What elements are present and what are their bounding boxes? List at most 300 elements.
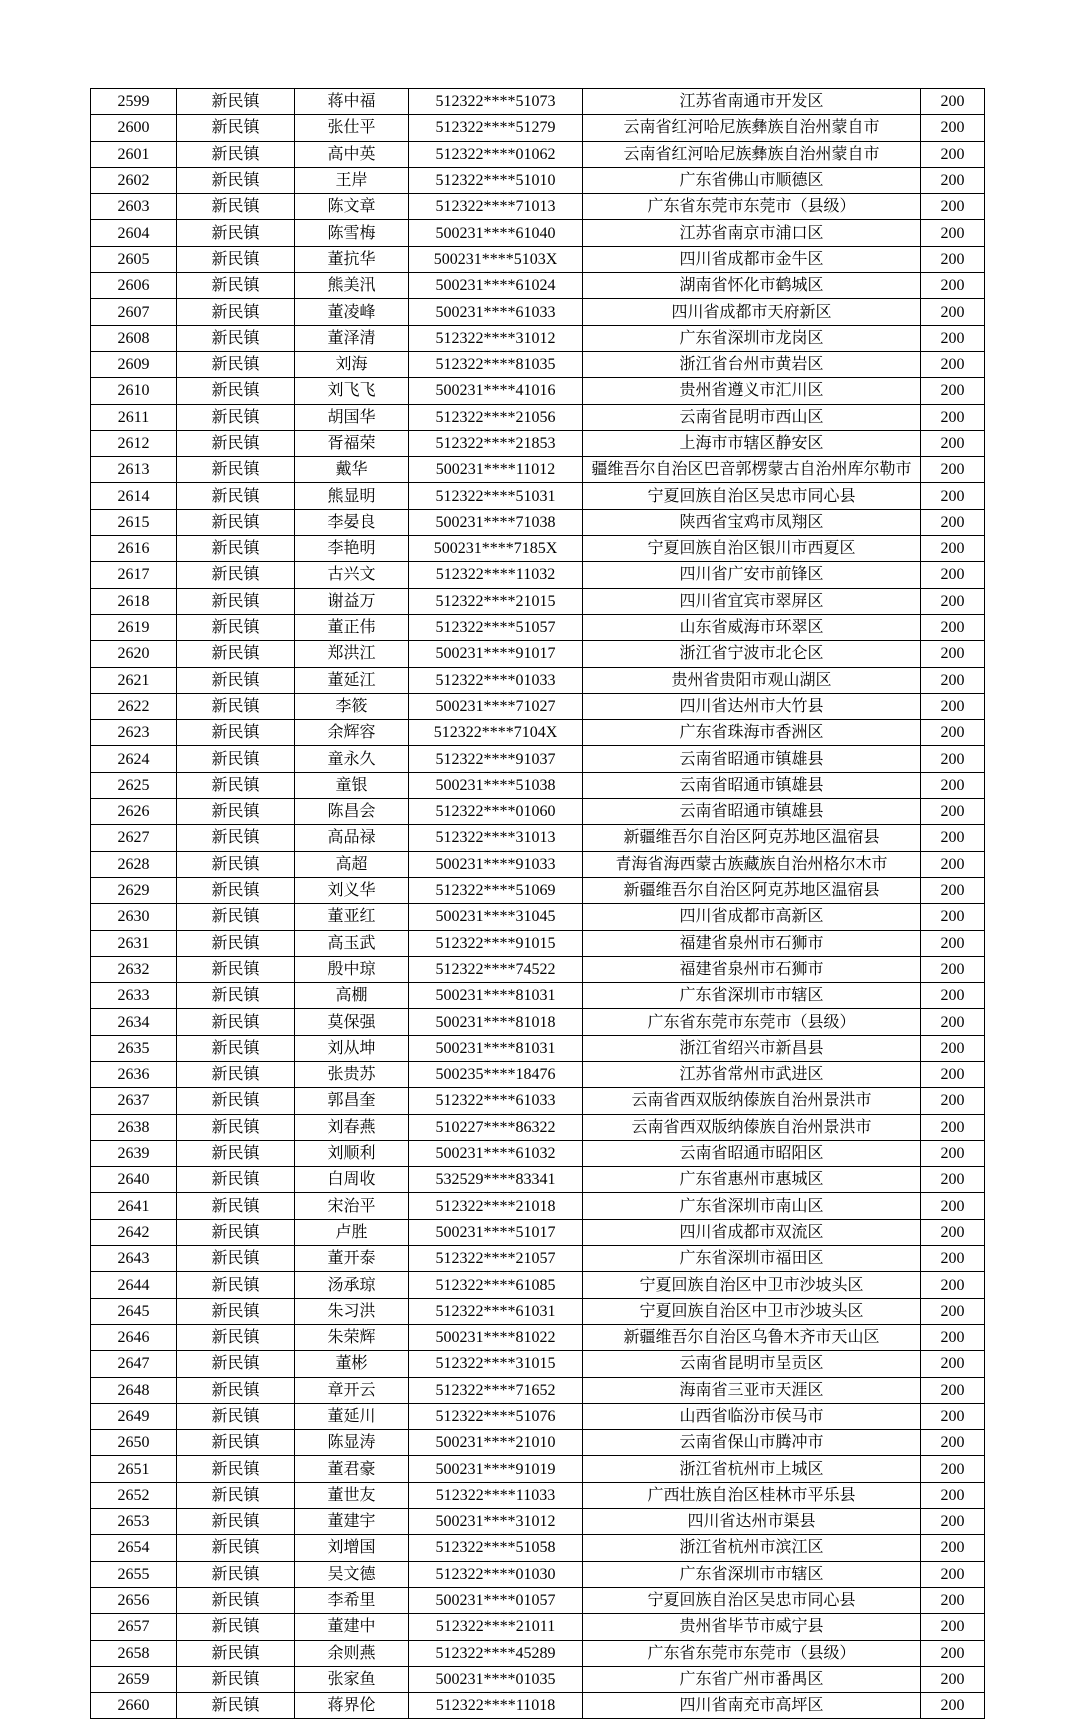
cell-name: 童银 xyxy=(295,772,409,798)
cell-town: 新民镇 xyxy=(177,1666,295,1692)
cell-town: 新民镇 xyxy=(177,1193,295,1219)
cell-id-number: 512322****11018 xyxy=(409,1693,583,1719)
cell-index: 2599 xyxy=(91,89,177,115)
cell-name: 董延江 xyxy=(295,667,409,693)
cell-index: 2639 xyxy=(91,1140,177,1166)
cell-address: 江苏省南京市浦口区 xyxy=(583,220,921,246)
cell-address: 四川省成都市天府新区 xyxy=(583,299,921,325)
cell-address: 广东省深圳市市辖区 xyxy=(583,983,921,1009)
cell-address: 宁夏回族自治区银川市西夏区 xyxy=(583,536,921,562)
cell-id-number: 500231****61032 xyxy=(409,1140,583,1166)
table-row xyxy=(91,1088,985,1114)
cell-id-number: 500231****21010 xyxy=(409,1430,583,1456)
cell-amount: 200 xyxy=(921,1535,985,1561)
cell-town: 新民镇 xyxy=(177,904,295,930)
table-row xyxy=(91,404,985,430)
cell-town: 新民镇 xyxy=(177,404,295,430)
cell-id-number: 500231****81031 xyxy=(409,983,583,1009)
cell-address: 广东省东莞市东莞市（县级） xyxy=(583,1009,921,1035)
table-row xyxy=(91,1482,985,1508)
cell-index: 2605 xyxy=(91,246,177,272)
cell-address: 湖南省怀化市鹤城区 xyxy=(583,273,921,299)
cell-town: 新民镇 xyxy=(177,1009,295,1035)
cell-amount: 200 xyxy=(921,746,985,772)
table-row xyxy=(91,1351,985,1377)
table-row xyxy=(91,667,985,693)
cell-address: 云南省西双版纳傣族自治州景洪市 xyxy=(583,1088,921,1114)
cell-name: 刘顺利 xyxy=(295,1140,409,1166)
cell-id-number: 512322****21011 xyxy=(409,1614,583,1640)
cell-id-number: 512322****71652 xyxy=(409,1377,583,1403)
table-row xyxy=(91,273,985,299)
cell-amount: 200 xyxy=(921,273,985,299)
cell-town: 新民镇 xyxy=(177,1587,295,1613)
cell-town: 新民镇 xyxy=(177,299,295,325)
cell-id-number: 512322****21056 xyxy=(409,404,583,430)
cell-amount: 200 xyxy=(921,1272,985,1298)
cell-amount: 200 xyxy=(921,457,985,483)
cell-id-number: 512322****31015 xyxy=(409,1351,583,1377)
cell-amount: 200 xyxy=(921,1061,985,1087)
cell-address: 广东省东莞市东莞市（县级） xyxy=(583,1640,921,1666)
cell-name: 董彬 xyxy=(295,1351,409,1377)
cell-index: 2642 xyxy=(91,1219,177,1245)
cell-town: 新民镇 xyxy=(177,273,295,299)
table-row xyxy=(91,430,985,456)
cell-town: 新民镇 xyxy=(177,877,295,903)
cell-amount: 200 xyxy=(921,956,985,982)
cell-address: 山西省临汾市侯马市 xyxy=(583,1403,921,1429)
cell-address: 海南省三亚市天涯区 xyxy=(583,1377,921,1403)
cell-index: 2615 xyxy=(91,509,177,535)
cell-index: 2645 xyxy=(91,1298,177,1324)
cell-town: 新民镇 xyxy=(177,1088,295,1114)
cell-town: 新民镇 xyxy=(177,1272,295,1298)
cell-id-number: 512322****7104X xyxy=(409,720,583,746)
cell-id-number: 500231****01057 xyxy=(409,1587,583,1613)
cell-town: 新民镇 xyxy=(177,351,295,377)
table-row xyxy=(91,509,985,535)
cell-index: 2623 xyxy=(91,720,177,746)
cell-index: 2607 xyxy=(91,299,177,325)
cell-index: 2619 xyxy=(91,614,177,640)
cell-town: 新民镇 xyxy=(177,851,295,877)
cell-id-number: 512322****51069 xyxy=(409,877,583,903)
cell-amount: 200 xyxy=(921,930,985,956)
cell-id-number: 500231****31012 xyxy=(409,1509,583,1535)
cell-name: 胥福荣 xyxy=(295,430,409,456)
cell-name: 董开泰 xyxy=(295,1246,409,1272)
cell-id-number: 500231****11012 xyxy=(409,457,583,483)
cell-amount: 200 xyxy=(921,562,985,588)
cell-town: 新民镇 xyxy=(177,1509,295,1535)
cell-address: 广东省佛山市顺德区 xyxy=(583,167,921,193)
cell-id-number: 512322****71013 xyxy=(409,194,583,220)
cell-index: 2627 xyxy=(91,825,177,851)
cell-name: 郭昌奎 xyxy=(295,1088,409,1114)
cell-amount: 200 xyxy=(921,1298,985,1324)
cell-address: 新疆维吾尔自治区阿克苏地区温宿县 xyxy=(583,877,921,903)
cell-address: 浙江省台州市黄岩区 xyxy=(583,351,921,377)
cell-id-number: 500231****5103X xyxy=(409,246,583,272)
cell-amount: 200 xyxy=(921,246,985,272)
cell-name: 董建宇 xyxy=(295,1509,409,1535)
table-row xyxy=(91,825,985,851)
cell-town: 新民镇 xyxy=(177,1061,295,1087)
table-row xyxy=(91,772,985,798)
cell-name: 余则燕 xyxy=(295,1640,409,1666)
cell-address: 四川省达州市大竹县 xyxy=(583,693,921,719)
cell-name: 刘海 xyxy=(295,351,409,377)
cell-town: 新民镇 xyxy=(177,1430,295,1456)
cell-address: 广东省深圳市龙岗区 xyxy=(583,325,921,351)
cell-address: 山东省威海市环翠区 xyxy=(583,614,921,640)
cell-name: 熊美汛 xyxy=(295,273,409,299)
cell-index: 2656 xyxy=(91,1587,177,1613)
cell-address: 广东省珠海市香洲区 xyxy=(583,720,921,746)
cell-amount: 200 xyxy=(921,693,985,719)
cell-amount: 200 xyxy=(921,983,985,1009)
cell-town: 新民镇 xyxy=(177,720,295,746)
cell-index: 2609 xyxy=(91,351,177,377)
cell-amount: 200 xyxy=(921,1377,985,1403)
cell-town: 新民镇 xyxy=(177,89,295,115)
cell-name: 李希里 xyxy=(295,1587,409,1613)
cell-amount: 200 xyxy=(921,509,985,535)
cell-index: 2610 xyxy=(91,378,177,404)
cell-town: 新民镇 xyxy=(177,141,295,167)
cell-id-number: 512322****11033 xyxy=(409,1482,583,1508)
cell-address: 青海省海西蒙古族藏族自治州格尔木市 xyxy=(583,851,921,877)
cell-index: 2612 xyxy=(91,430,177,456)
cell-name: 陈显涛 xyxy=(295,1430,409,1456)
cell-address: 四川省广安市前锋区 xyxy=(583,562,921,588)
cell-index: 2604 xyxy=(91,220,177,246)
cell-town: 新民镇 xyxy=(177,746,295,772)
table-row xyxy=(91,588,985,614)
cell-amount: 200 xyxy=(921,1009,985,1035)
cell-town: 新民镇 xyxy=(177,1246,295,1272)
cell-address: 贵州省遵义市汇川区 xyxy=(583,378,921,404)
cell-amount: 200 xyxy=(921,1693,985,1719)
cell-amount: 200 xyxy=(921,641,985,667)
cell-id-number: 512322****45289 xyxy=(409,1640,583,1666)
cell-name: 谢益万 xyxy=(295,588,409,614)
cell-address: 云南省保山市腾冲市 xyxy=(583,1430,921,1456)
cell-name: 张贵苏 xyxy=(295,1061,409,1087)
cell-index: 2629 xyxy=(91,877,177,903)
cell-town: 新民镇 xyxy=(177,1114,295,1140)
table-row xyxy=(91,457,985,483)
cell-address: 宁夏回族自治区中卫市沙坡头区 xyxy=(583,1298,921,1324)
table-row xyxy=(91,194,985,220)
cell-town: 新民镇 xyxy=(177,1219,295,1245)
cell-name: 胡国华 xyxy=(295,404,409,430)
table-row xyxy=(91,1272,985,1298)
cell-index: 2649 xyxy=(91,1403,177,1429)
cell-address: 浙江省杭州市滨江区 xyxy=(583,1535,921,1561)
cell-name: 董君豪 xyxy=(295,1456,409,1482)
cell-address: 广东省深圳市市辖区 xyxy=(583,1561,921,1587)
cell-amount: 200 xyxy=(921,1561,985,1587)
cell-id-number: 500231****81018 xyxy=(409,1009,583,1035)
cell-address: 福建省泉州市石狮市 xyxy=(583,956,921,982)
table-row xyxy=(91,1666,985,1692)
cell-amount: 200 xyxy=(921,430,985,456)
cell-address: 新疆维吾尔自治区阿克苏地区温宿县 xyxy=(583,825,921,851)
cell-name: 郑洪江 xyxy=(295,641,409,667)
table-row xyxy=(91,141,985,167)
table-row xyxy=(91,1430,985,1456)
table-row xyxy=(91,614,985,640)
table-row xyxy=(91,1403,985,1429)
cell-town: 新民镇 xyxy=(177,983,295,1009)
cell-id-number: 500231****61040 xyxy=(409,220,583,246)
cell-name: 刘义华 xyxy=(295,877,409,903)
table-row xyxy=(91,1114,985,1140)
table-row xyxy=(91,693,985,719)
cell-town: 新民镇 xyxy=(177,641,295,667)
cell-town: 新民镇 xyxy=(177,693,295,719)
cell-name: 陈昌会 xyxy=(295,799,409,825)
cell-address: 陕西省宝鸡市凤翔区 xyxy=(583,509,921,535)
cell-index: 2618 xyxy=(91,588,177,614)
cell-index: 2630 xyxy=(91,904,177,930)
cell-id-number: 512322****31013 xyxy=(409,825,583,851)
cell-amount: 200 xyxy=(921,825,985,851)
cell-id-number: 500231****91017 xyxy=(409,641,583,667)
cell-town: 新民镇 xyxy=(177,536,295,562)
cell-amount: 200 xyxy=(921,772,985,798)
cell-index: 2628 xyxy=(91,851,177,877)
cell-town: 新民镇 xyxy=(177,1140,295,1166)
cell-amount: 200 xyxy=(921,483,985,509)
cell-amount: 200 xyxy=(921,1666,985,1692)
table-row xyxy=(91,799,985,825)
cell-amount: 200 xyxy=(921,404,985,430)
cell-name: 董泽清 xyxy=(295,325,409,351)
cell-name: 莫保强 xyxy=(295,1009,409,1035)
cell-town: 新民镇 xyxy=(177,115,295,141)
cell-town: 新民镇 xyxy=(177,1324,295,1350)
cell-index: 2648 xyxy=(91,1377,177,1403)
cell-id-number: 500231****01035 xyxy=(409,1666,583,1692)
cell-town: 新民镇 xyxy=(177,1403,295,1429)
cell-town: 新民镇 xyxy=(177,1456,295,1482)
cell-index: 2636 xyxy=(91,1061,177,1087)
cell-index: 2652 xyxy=(91,1482,177,1508)
cell-index: 2659 xyxy=(91,1666,177,1692)
cell-index: 2611 xyxy=(91,404,177,430)
cell-amount: 200 xyxy=(921,325,985,351)
cell-id-number: 512322****51010 xyxy=(409,167,583,193)
table-row xyxy=(91,746,985,772)
cell-id-number: 512322****51057 xyxy=(409,614,583,640)
cell-name: 蒋中福 xyxy=(295,89,409,115)
cell-amount: 200 xyxy=(921,141,985,167)
cell-index: 2657 xyxy=(91,1614,177,1640)
cell-name: 董延川 xyxy=(295,1403,409,1429)
cell-id-number: 500231****51038 xyxy=(409,772,583,798)
cell-id-number: 532529****83341 xyxy=(409,1167,583,1193)
cell-name: 张仕平 xyxy=(295,115,409,141)
cell-index: 2653 xyxy=(91,1509,177,1535)
cell-amount: 200 xyxy=(921,1482,985,1508)
cell-index: 2602 xyxy=(91,167,177,193)
cell-address: 宁夏回族自治区吴忠市同心县 xyxy=(583,1587,921,1613)
cell-town: 新民镇 xyxy=(177,220,295,246)
cell-amount: 200 xyxy=(921,220,985,246)
cell-index: 2624 xyxy=(91,746,177,772)
cell-address: 云南省昭通市镇雄县 xyxy=(583,746,921,772)
cell-index: 2631 xyxy=(91,930,177,956)
cell-amount: 200 xyxy=(921,1324,985,1350)
subsidy-recipients-table xyxy=(90,88,985,1719)
cell-address: 江苏省南通市开发区 xyxy=(583,89,921,115)
cell-address: 广东省广州市番禺区 xyxy=(583,1666,921,1692)
cell-name: 李筱 xyxy=(295,693,409,719)
cell-id-number: 512322****51058 xyxy=(409,1535,583,1561)
table-row xyxy=(91,904,985,930)
cell-town: 新民镇 xyxy=(177,430,295,456)
cell-amount: 200 xyxy=(921,1246,985,1272)
cell-id-number: 500231****31045 xyxy=(409,904,583,930)
cell-address: 云南省红河哈尼族彝族自治州蒙自市 xyxy=(583,115,921,141)
table-row xyxy=(91,483,985,509)
table-row xyxy=(91,1377,985,1403)
cell-town: 新民镇 xyxy=(177,825,295,851)
cell-amount: 200 xyxy=(921,1430,985,1456)
cell-id-number: 512322****31012 xyxy=(409,325,583,351)
cell-index: 2635 xyxy=(91,1035,177,1061)
cell-name: 张家鱼 xyxy=(295,1666,409,1692)
cell-town: 新民镇 xyxy=(177,930,295,956)
cell-name: 高品禄 xyxy=(295,825,409,851)
cell-name: 董抗华 xyxy=(295,246,409,272)
table-row xyxy=(91,851,985,877)
cell-town: 新民镇 xyxy=(177,1561,295,1587)
table-body xyxy=(91,89,985,1719)
cell-amount: 200 xyxy=(921,1640,985,1666)
cell-name: 陈雪梅 xyxy=(295,220,409,246)
table-row xyxy=(91,1509,985,1535)
cell-name: 董世友 xyxy=(295,1482,409,1508)
cell-name: 章开云 xyxy=(295,1377,409,1403)
cell-amount: 200 xyxy=(921,614,985,640)
cell-id-number: 512322****61031 xyxy=(409,1298,583,1324)
cell-id-number: 512322****01062 xyxy=(409,141,583,167)
cell-town: 新民镇 xyxy=(177,614,295,640)
cell-address: 疆维吾尔自治区巴音郭楞蒙古自治州库尔勒市 xyxy=(583,457,921,483)
cell-index: 2622 xyxy=(91,693,177,719)
cell-address: 云南省西双版纳傣族自治州景洪市 xyxy=(583,1114,921,1140)
cell-name: 刘从坤 xyxy=(295,1035,409,1061)
cell-id-number: 512322****51076 xyxy=(409,1403,583,1429)
cell-name: 朱习洪 xyxy=(295,1298,409,1324)
cell-name: 陈文章 xyxy=(295,194,409,220)
cell-id-number: 512322****74522 xyxy=(409,956,583,982)
table-row xyxy=(91,351,985,377)
table-row xyxy=(91,1140,985,1166)
cell-index: 2660 xyxy=(91,1693,177,1719)
table-row xyxy=(91,720,985,746)
cell-town: 新民镇 xyxy=(177,956,295,982)
cell-address: 宁夏回族自治区吴忠市同心县 xyxy=(583,483,921,509)
cell-name: 高超 xyxy=(295,851,409,877)
cell-index: 2658 xyxy=(91,1640,177,1666)
cell-address: 云南省昆明市西山区 xyxy=(583,404,921,430)
cell-name: 李晏良 xyxy=(295,509,409,535)
cell-town: 新民镇 xyxy=(177,1535,295,1561)
table-row xyxy=(91,1061,985,1087)
table-row xyxy=(91,641,985,667)
table-row xyxy=(91,1035,985,1061)
cell-name: 童永久 xyxy=(295,746,409,772)
cell-town: 新民镇 xyxy=(177,325,295,351)
cell-address: 新疆维吾尔自治区乌鲁木齐市天山区 xyxy=(583,1324,921,1350)
cell-address: 四川省宜宾市翠屏区 xyxy=(583,588,921,614)
cell-id-number: 500231****51017 xyxy=(409,1219,583,1245)
cell-amount: 200 xyxy=(921,1456,985,1482)
cell-town: 新民镇 xyxy=(177,1693,295,1719)
table-row xyxy=(91,930,985,956)
cell-name: 刘飞飞 xyxy=(295,378,409,404)
cell-amount: 200 xyxy=(921,877,985,903)
table-row xyxy=(91,1535,985,1561)
cell-name: 白周收 xyxy=(295,1167,409,1193)
cell-amount: 200 xyxy=(921,194,985,220)
cell-name: 汤承琼 xyxy=(295,1272,409,1298)
cell-id-number: 512322****91037 xyxy=(409,746,583,772)
cell-address: 四川省成都市双流区 xyxy=(583,1219,921,1245)
cell-town: 新民镇 xyxy=(177,562,295,588)
cell-name: 高玉武 xyxy=(295,930,409,956)
cell-address: 宁夏回族自治区中卫市沙坡头区 xyxy=(583,1272,921,1298)
cell-amount: 200 xyxy=(921,1351,985,1377)
cell-id-number: 500231****61024 xyxy=(409,273,583,299)
cell-address: 浙江省杭州市上城区 xyxy=(583,1456,921,1482)
cell-town: 新民镇 xyxy=(177,457,295,483)
table-row xyxy=(91,1219,985,1245)
cell-amount: 200 xyxy=(921,667,985,693)
cell-town: 新民镇 xyxy=(177,667,295,693)
table-row xyxy=(91,1009,985,1035)
table-row xyxy=(91,562,985,588)
cell-id-number: 500231****81022 xyxy=(409,1324,583,1350)
cell-id-number: 512322****01033 xyxy=(409,667,583,693)
cell-name: 戴华 xyxy=(295,457,409,483)
cell-name: 吴文德 xyxy=(295,1561,409,1587)
cell-town: 新民镇 xyxy=(177,509,295,535)
cell-index: 2654 xyxy=(91,1535,177,1561)
cell-id-number: 512322****21018 xyxy=(409,1193,583,1219)
table-row xyxy=(91,115,985,141)
table-row xyxy=(91,167,985,193)
cell-amount: 200 xyxy=(921,378,985,404)
cell-name: 高棚 xyxy=(295,983,409,1009)
cell-amount: 200 xyxy=(921,588,985,614)
cell-address: 四川省成都市高新区 xyxy=(583,904,921,930)
cell-address: 广东省东莞市东莞市（县级） xyxy=(583,194,921,220)
cell-name: 董亚红 xyxy=(295,904,409,930)
cell-id-number: 512322****81035 xyxy=(409,351,583,377)
cell-address: 广西壮族自治区桂林市平乐县 xyxy=(583,1482,921,1508)
cell-town: 新民镇 xyxy=(177,588,295,614)
cell-amount: 200 xyxy=(921,1193,985,1219)
cell-amount: 200 xyxy=(921,1587,985,1613)
cell-town: 新民镇 xyxy=(177,194,295,220)
cell-id-number: 500231****7185X xyxy=(409,536,583,562)
